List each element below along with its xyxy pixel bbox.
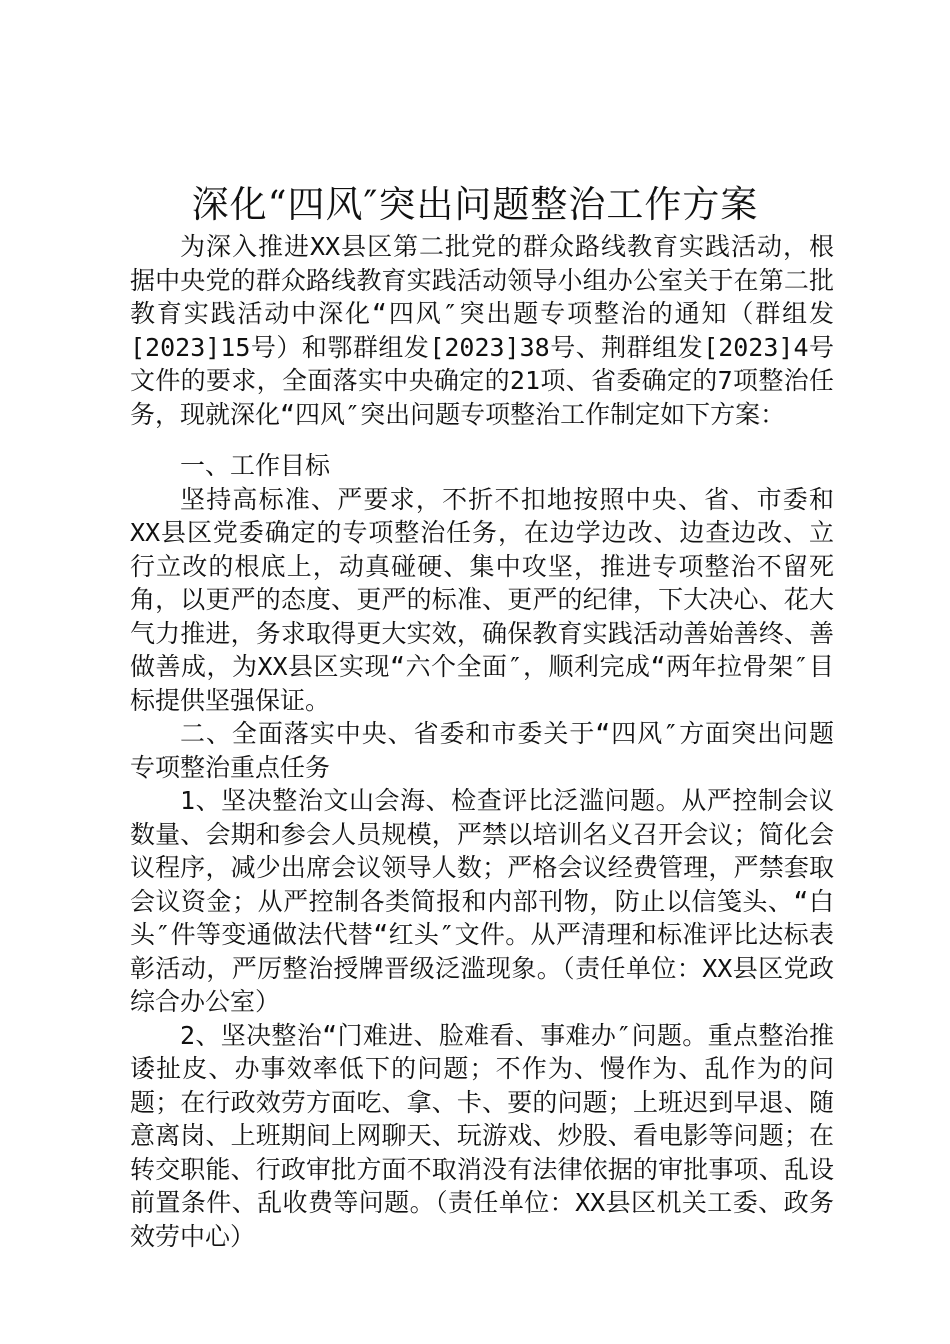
document-body	[130, 230, 834, 1253]
work-goals-paragraph: 坚持高标准、严要求，不折不扣地按照中央、省、市委和XX县区党委确定的专项整治任务，在边学边改、边查边改、立行立改的根底上，动真碰硬、集中攻坚，推进专项整治不留死角，以更严的态度、更严的标准、更严的纪律，下大决心、花大气力推进，务求取得更大实效，确保教育实践活动善始善终、善做善成，为XX县区实现“六个全面″，顺利完成“两年拉骨架″目标提供坚强保证。	[130, 484, 834, 715]
section-heading-work-goals: 一、工作目标	[180, 451, 331, 480]
task-item-1: 1、坚决整治文山会海、检查评比泛滥问题。从严控制会议数量、会期和参会人员规模，严禁以培训名义召开会议；简化会议程序，减少出席会议领导人数；严格会议经费管理，严禁套取会议资金；从严控制各类简报和内部刊物，防止以信笺头、“白头″件等变通做法代替“红头″文件。从严清理和标准评比达标表彰活动，严厉整治授牌晋级泛滥现象。（责任单位：XX县区党政综合办公室）	[130, 786, 834, 1016]
task-item-2: 2、坚决整治“门难进、脸难看、事难办″问题。重点整治推诿扯皮、办事效率低下的问题；不作为、慢作为、乱作为的问题；在行政效劳方面吃、拿、卡、要的问题；上班迟到早退、随意离岗、上班期间上网聊天、玩游戏、炒股、看电影等问题；在转交职能、行政审批方面不取消没有法律依据的审批事项、乱设前置条件、乱收费等问题。（责任单位：XX县区机关工委、政务效劳中心）	[130, 1020, 834, 1251]
document-title: 深化“四风″突出问题整治工作方案	[191, 183, 759, 226]
section-heading-key-tasks: 二、全面落实中央、省委和市委关于“四风″方面突出问题专项整治重点任务	[130, 719, 834, 782]
intro-paragraph: 为深入推进XX县区第二批党的群众路线教育实践活动，根据中央党的群众路线教育实践活动领导小组办公室关于在第二批教育实践活动中深化“四风″突出题专项整治的通知（群组发[2023]15号）和鄂群组发[2023]38号、荆群组发[2023]4号文件的要求，全面落实中央确定的21项、省委确定的7项整治任务，现就深化“四风″突出问题专项整治工作制定如下方案：	[130, 232, 834, 429]
